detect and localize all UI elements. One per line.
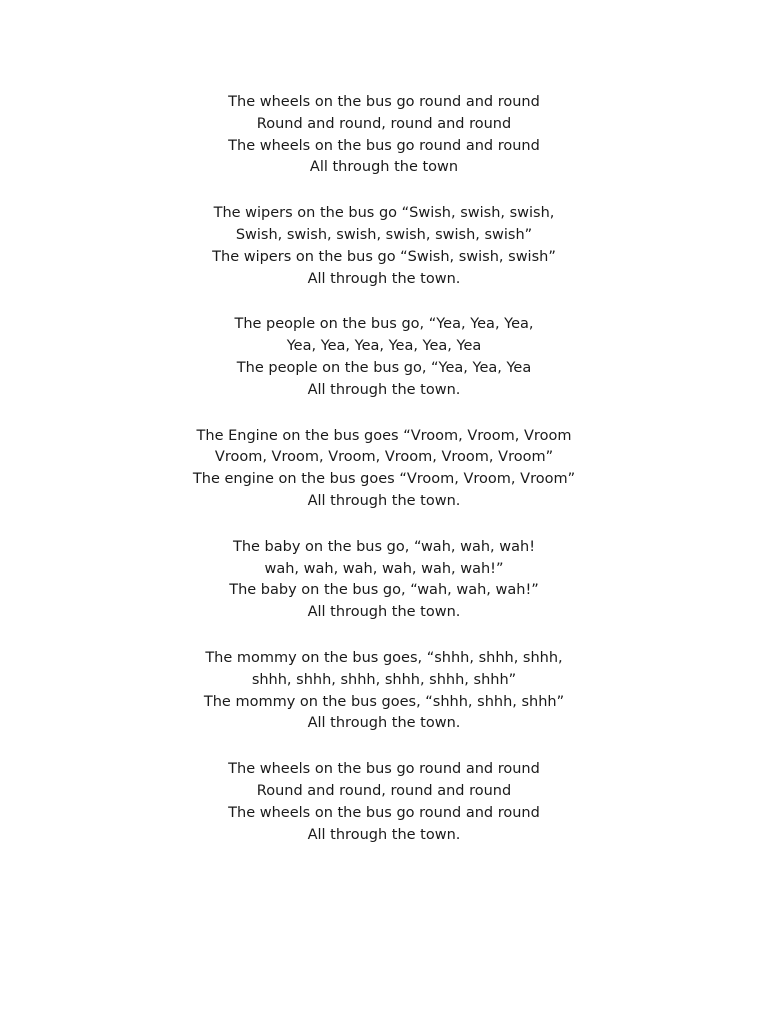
lyric-line: All through the town. xyxy=(307,715,461,732)
lyric-line: shhh, shhh, shhh, shhh, shhh, shhh” xyxy=(251,671,517,688)
stanza-engine xyxy=(0,426,768,513)
lyric-line: The wheels on the bus go round and round xyxy=(228,137,540,154)
lyric-line: The people on the bus go, “Yea, Yea, Yea xyxy=(236,359,532,376)
lyric-line: Vroom, Vroom, Vroom, Vroom, Vroom, Vroom” xyxy=(214,449,554,466)
lyric-line: All through the town. xyxy=(307,492,461,509)
lyric-line: Yea, Yea, Yea, Yea, Yea, Yea xyxy=(286,338,482,355)
lyric-line: All through the town. xyxy=(307,826,461,843)
lyric-line: The engine on the bus goes “Vroom, Vroom, Vroom” xyxy=(192,471,576,488)
lyric-line: All through the town. xyxy=(307,604,461,621)
stanza-wheels xyxy=(0,92,768,179)
lyric-line: All through the town xyxy=(309,159,459,176)
lyric-line: The people on the bus go, “Yea, Yea, Yea, xyxy=(234,316,534,333)
lyric-line: Swish, swish, swish, swish, swish, swish” xyxy=(235,226,533,243)
stanza-mommy xyxy=(0,648,768,735)
stanza-wipers xyxy=(0,203,768,290)
lyric-line: The wipers on the bus go “Swish, swish, swish” xyxy=(212,248,556,265)
lyric-line: The wheels on the bus go round and round xyxy=(228,761,540,778)
lyrics-page xyxy=(0,92,768,870)
lyric-line: The baby on the bus go, “wah, wah, wah!” xyxy=(229,582,539,599)
lyric-line: The mommy on the bus goes, “shhh, shhh, shhh, xyxy=(205,649,563,666)
lyric-line: All through the town. xyxy=(307,381,461,398)
lyric-line: Round and round, round and round xyxy=(256,782,512,799)
stanza-people xyxy=(0,314,768,401)
stanza-baby xyxy=(0,537,768,624)
lyric-line: wah, wah, wah, wah, wah, wah!” xyxy=(264,560,504,577)
lyric-line: The wipers on the bus go “Swish, swish, swish, xyxy=(213,205,555,222)
stanza-wheels-reprise xyxy=(0,759,768,846)
lyric-line: The Engine on the bus goes “Vroom, Vroom, Vroom xyxy=(196,427,572,444)
lyric-line: All through the town. xyxy=(307,270,461,287)
lyric-line: The mommy on the bus goes, “shhh, shhh, shhh” xyxy=(203,693,565,710)
lyric-line: The wheels on the bus go round and round xyxy=(228,94,540,110)
lyric-line: The baby on the bus go, “wah, wah, wah! xyxy=(232,538,536,555)
lyric-line: Round and round, round and round xyxy=(256,115,512,132)
lyric-line: The wheels on the bus go round and round xyxy=(228,804,540,821)
